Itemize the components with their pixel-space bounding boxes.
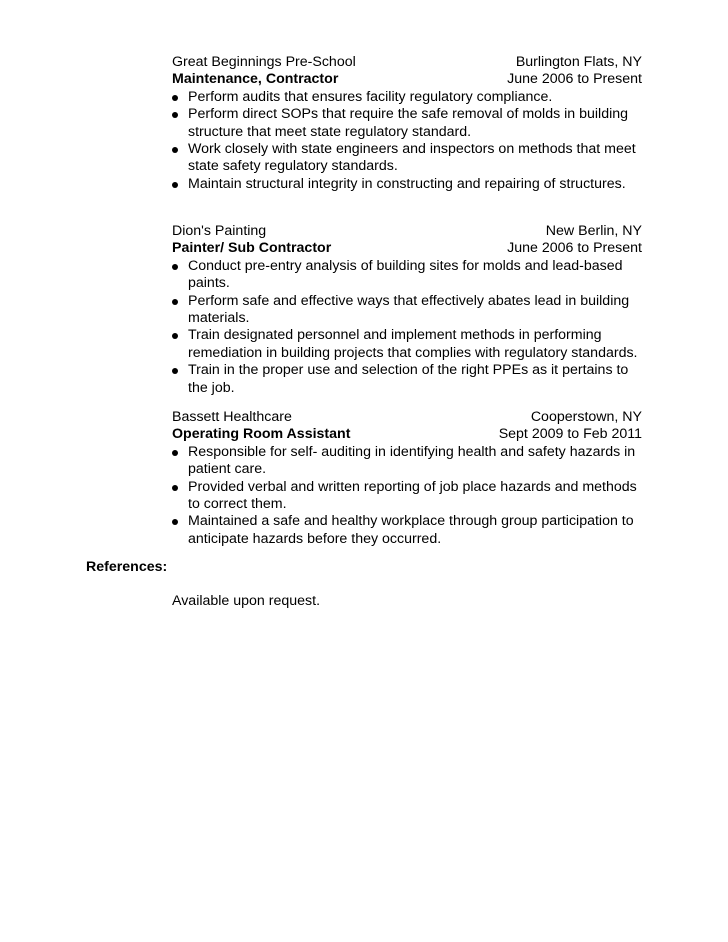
duty-text: Responsible for self- auditing in identifying health and safety hazards in patient care. xyxy=(188,443,636,478)
duty-text: Train in the proper use and selection of the right PPEs as it pertains to the job. xyxy=(188,362,629,396)
duty-item xyxy=(172,479,642,514)
employer-row xyxy=(172,223,642,240)
employer-name: Bassett Healthcare xyxy=(172,409,292,425)
job-title: Painter/ Sub Contractor xyxy=(172,240,332,257)
job-dates: Sept 2009 to Feb 2011 xyxy=(498,426,642,443)
job-title: Maintenance, Contractor xyxy=(172,71,339,88)
job-entry xyxy=(172,409,642,548)
title-row xyxy=(172,240,642,257)
job-entry xyxy=(172,223,642,397)
duty-text: Work closely with state engineers and inspectors on methods that meet state safety regulatory standards. xyxy=(188,141,636,175)
bullet-icon xyxy=(172,182,178,188)
duty-text: Perform audits that ensures facility regulatory compliance. xyxy=(188,88,553,105)
duty-item xyxy=(172,293,642,328)
bullet-icon xyxy=(172,368,178,374)
duty-list xyxy=(172,444,642,548)
job-title: Operating Room Assistant xyxy=(172,426,351,443)
bullet-icon xyxy=(172,147,178,153)
references-text: Available upon request. xyxy=(172,593,321,609)
job-entry xyxy=(172,54,642,193)
bullet-icon xyxy=(172,450,178,456)
duty-text: Maintain structural integrity in constructing and repairing of structures. xyxy=(188,175,626,192)
bullet-icon xyxy=(172,264,178,270)
duty-text: Conduct pre-entry analysis of building sites for molds and lead-based paints. xyxy=(188,257,623,292)
title-row xyxy=(172,71,642,88)
references-heading: References: xyxy=(86,559,168,575)
job-location: New Berlin, NY xyxy=(545,223,642,239)
duty-text: Perform safe and effective ways that effectively abates lead in building materials. xyxy=(188,292,630,327)
bullet-icon xyxy=(172,485,178,491)
duty-item xyxy=(172,176,642,193)
title-row xyxy=(172,426,642,443)
duty-item xyxy=(172,444,642,479)
bullet-icon xyxy=(172,112,178,118)
job-location: Cooperstown, NY xyxy=(530,409,642,425)
duty-list xyxy=(172,258,642,397)
duty-text: Perform direct SOPs that require the safe removal of molds in building structure that meet state regulatory standard. xyxy=(188,106,629,140)
job-location: Burlington Flats, NY xyxy=(515,54,642,70)
duty-item xyxy=(172,362,642,397)
employer-name: Great Beginnings Pre-School xyxy=(172,54,356,70)
bullet-icon xyxy=(172,333,178,339)
employer-row xyxy=(172,54,642,71)
duty-item xyxy=(172,141,642,176)
duty-list xyxy=(172,89,642,193)
bullet-icon xyxy=(172,95,178,101)
duty-item xyxy=(172,89,642,106)
bullet-icon xyxy=(172,299,178,305)
employer-row xyxy=(172,409,642,426)
bullet-icon xyxy=(172,519,178,525)
employer-name: Dion's Painting xyxy=(172,223,267,239)
job-dates: June 2006 to Present xyxy=(507,240,642,257)
duty-item xyxy=(172,327,642,362)
duty-text: Provided verbal and written reporting of job place hazards and methods to correct them. xyxy=(188,478,637,513)
duty-text: Train designated personnel and implement methods in performing remediation in building projects that complies with regulatory standards. xyxy=(188,327,638,361)
duty-item xyxy=(172,258,642,293)
duty-item xyxy=(172,513,642,548)
job-dates: June 2006 to Present xyxy=(507,71,642,88)
duty-item xyxy=(172,106,642,141)
duty-text: Maintained a safe and healthy workplace through group participation to anticipate hazards before they occurred. xyxy=(188,513,634,547)
